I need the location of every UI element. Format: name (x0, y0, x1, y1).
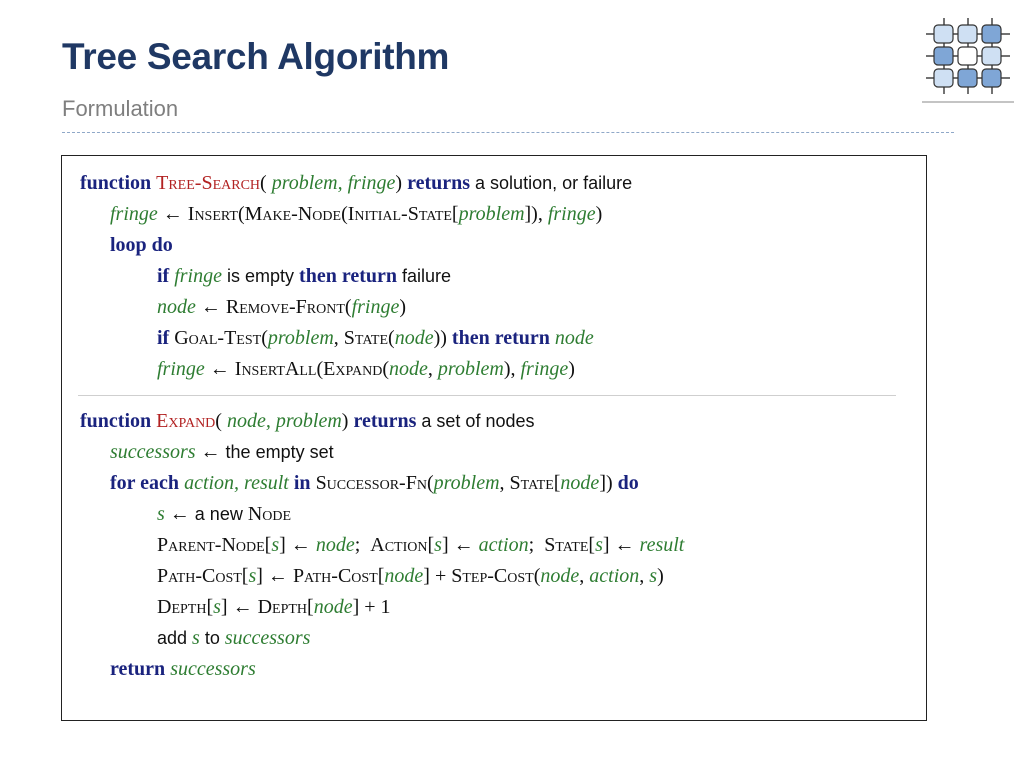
punct: [ (588, 534, 596, 556)
punct: [ (206, 596, 214, 618)
function-call: Depth (257, 596, 308, 618)
slide-subtitle: Formulation (62, 96, 179, 121)
arrow: ← (195, 296, 226, 318)
punct: [ (264, 534, 272, 556)
params: problem, fringe (271, 172, 396, 194)
variable: node (313, 596, 353, 618)
punct: ]), (524, 203, 548, 225)
code-line (80, 468, 896, 499)
variable: fringe (110, 203, 158, 225)
punct: , (639, 565, 650, 587)
punct: [ (553, 472, 561, 494)
arrow: ← (157, 203, 188, 225)
keyword: returns (407, 172, 471, 194)
function-call: State (544, 534, 589, 556)
function-call: Depth (157, 596, 207, 618)
arrow: ← (164, 503, 195, 525)
tree-search-header (80, 168, 896, 199)
variable: action, result (184, 472, 289, 494)
keyword: do (617, 472, 639, 494)
keyword: returns (353, 410, 417, 432)
punct: ] ← (602, 534, 640, 556)
variable: node (384, 565, 424, 587)
code-line (80, 592, 896, 623)
punct: ( (426, 472, 434, 494)
keyword: if (157, 265, 170, 287)
variable: node (157, 296, 196, 318)
function-call: Step-Cost (451, 565, 534, 587)
punct: ( (215, 410, 222, 432)
function-call: InsertAll (234, 358, 317, 380)
variable: s (213, 596, 221, 618)
function-call: Goal-Test (174, 327, 262, 349)
returns-text: a solution, or failure (475, 173, 633, 193)
params: node, problem (226, 410, 342, 432)
punct: ( (344, 296, 352, 318)
punct: , (427, 358, 438, 380)
variable: node (560, 472, 600, 494)
punct: ( (260, 172, 267, 194)
keyword: then return (451, 327, 550, 349)
punct: [ (451, 203, 459, 225)
code-line (80, 261, 896, 292)
variable: action (478, 534, 529, 556)
returns-text: a set of nodes (421, 411, 535, 431)
punct: )) (433, 327, 447, 349)
code-line (80, 354, 896, 385)
variable: action (589, 565, 640, 587)
keyword: if (157, 327, 170, 349)
code-line (80, 654, 896, 685)
variable: node (389, 358, 428, 380)
function-call: Action (370, 534, 428, 556)
section-divider (78, 395, 896, 396)
variable: successors (110, 441, 196, 463)
function-call: Successor-Fn (315, 472, 427, 494)
variable: node (540, 565, 580, 587)
function-name: Tree-Search (156, 172, 261, 194)
function-call: Path-Cost (157, 565, 242, 587)
variable: s (271, 534, 280, 556)
punct: ( (533, 565, 541, 587)
code-line (80, 323, 896, 354)
function-name: Expand (156, 410, 216, 432)
punct: , (333, 327, 344, 349)
keyword: function (80, 172, 152, 194)
variable: node (554, 327, 594, 349)
function-call: Make-Node (244, 203, 342, 225)
arrow: ← (195, 441, 226, 463)
punct: ( (237, 203, 245, 225)
algorithm-box (61, 155, 927, 721)
variable: fringe (174, 265, 222, 287)
punct: ] + 1 (352, 596, 391, 618)
variable: s (248, 565, 257, 587)
arrow: ← (204, 358, 235, 380)
function-call: State (509, 472, 554, 494)
variable: s (434, 534, 442, 556)
variable: fringe (520, 358, 569, 380)
punct: ) (568, 358, 575, 380)
punct: ( (316, 358, 324, 380)
function-call: Expand (323, 358, 383, 380)
code-line (80, 230, 896, 261)
code-line (80, 437, 896, 468)
keyword: function (80, 410, 152, 432)
variable: fringe (547, 203, 596, 225)
code-line (80, 499, 896, 530)
punct: [ (377, 565, 385, 587)
variable: s (649, 565, 658, 587)
function-call: Path-Cost (292, 565, 378, 587)
code-line (80, 623, 896, 654)
code-line (80, 292, 896, 323)
punct: ] ← (220, 596, 258, 618)
expand-header (80, 406, 896, 437)
keyword: in (293, 472, 311, 494)
variable: node (315, 534, 355, 556)
punct: ] ← (279, 534, 316, 556)
plain-text: to (204, 628, 220, 648)
punct: ) (657, 565, 664, 587)
punct: ) (595, 203, 603, 225)
punct: , (579, 565, 590, 587)
plain-text: is empty (227, 266, 295, 286)
slide-title: Tree Search Algorithm (62, 36, 450, 77)
plain-text: a new (194, 504, 243, 524)
punct: ) (399, 296, 407, 318)
punct: ( (341, 203, 348, 225)
plain-text: the empty set (225, 442, 334, 462)
function-call: Parent-Node (157, 534, 265, 556)
punct: [ (427, 534, 435, 556)
keyword: for each (110, 472, 180, 494)
variable: node (394, 327, 434, 349)
punct: ( (261, 327, 268, 349)
punct: , (499, 472, 510, 494)
punct: ] + (423, 565, 452, 587)
variable: s (595, 534, 603, 556)
punct: ] ← (441, 534, 479, 556)
plain-text: failure (402, 266, 452, 286)
title-divider (62, 132, 954, 133)
variable: problem (433, 472, 500, 494)
function-call: State (343, 327, 389, 349)
function-call: Insert (187, 203, 238, 225)
punct: [ (307, 596, 314, 618)
variable: s (192, 627, 200, 649)
punct: ) (395, 172, 403, 194)
variable: successors (170, 658, 256, 680)
code-line (80, 530, 896, 561)
variable: s (157, 503, 165, 525)
variable: fringe (157, 358, 205, 380)
keyword: then return (299, 265, 397, 287)
punct: ) (341, 410, 349, 432)
punct: [ (241, 565, 249, 587)
function-call: Remove-Front (225, 296, 345, 318)
pseudocode (80, 168, 896, 685)
punct: ; (354, 534, 371, 556)
punct: ), (503, 358, 521, 380)
plain-text: add (157, 628, 188, 648)
variable: result (639, 534, 685, 556)
grid-network-logo-icon (922, 14, 1014, 104)
punct: ]) (599, 472, 613, 494)
variable: successors (224, 627, 311, 649)
variable: problem (267, 327, 334, 349)
variable: problem (458, 203, 525, 225)
variable: fringe (351, 296, 400, 318)
constant: Node (247, 503, 292, 525)
punct: ( (382, 358, 390, 380)
punct: ( (388, 327, 395, 349)
code-line (80, 199, 896, 230)
keyword: loop do (110, 234, 173, 256)
function-call: Initial-State (347, 203, 452, 225)
punct: ] ← (256, 565, 293, 587)
code-line (80, 561, 896, 592)
keyword: return (110, 658, 166, 680)
variable: problem (437, 358, 504, 380)
punct: ; (528, 534, 545, 556)
